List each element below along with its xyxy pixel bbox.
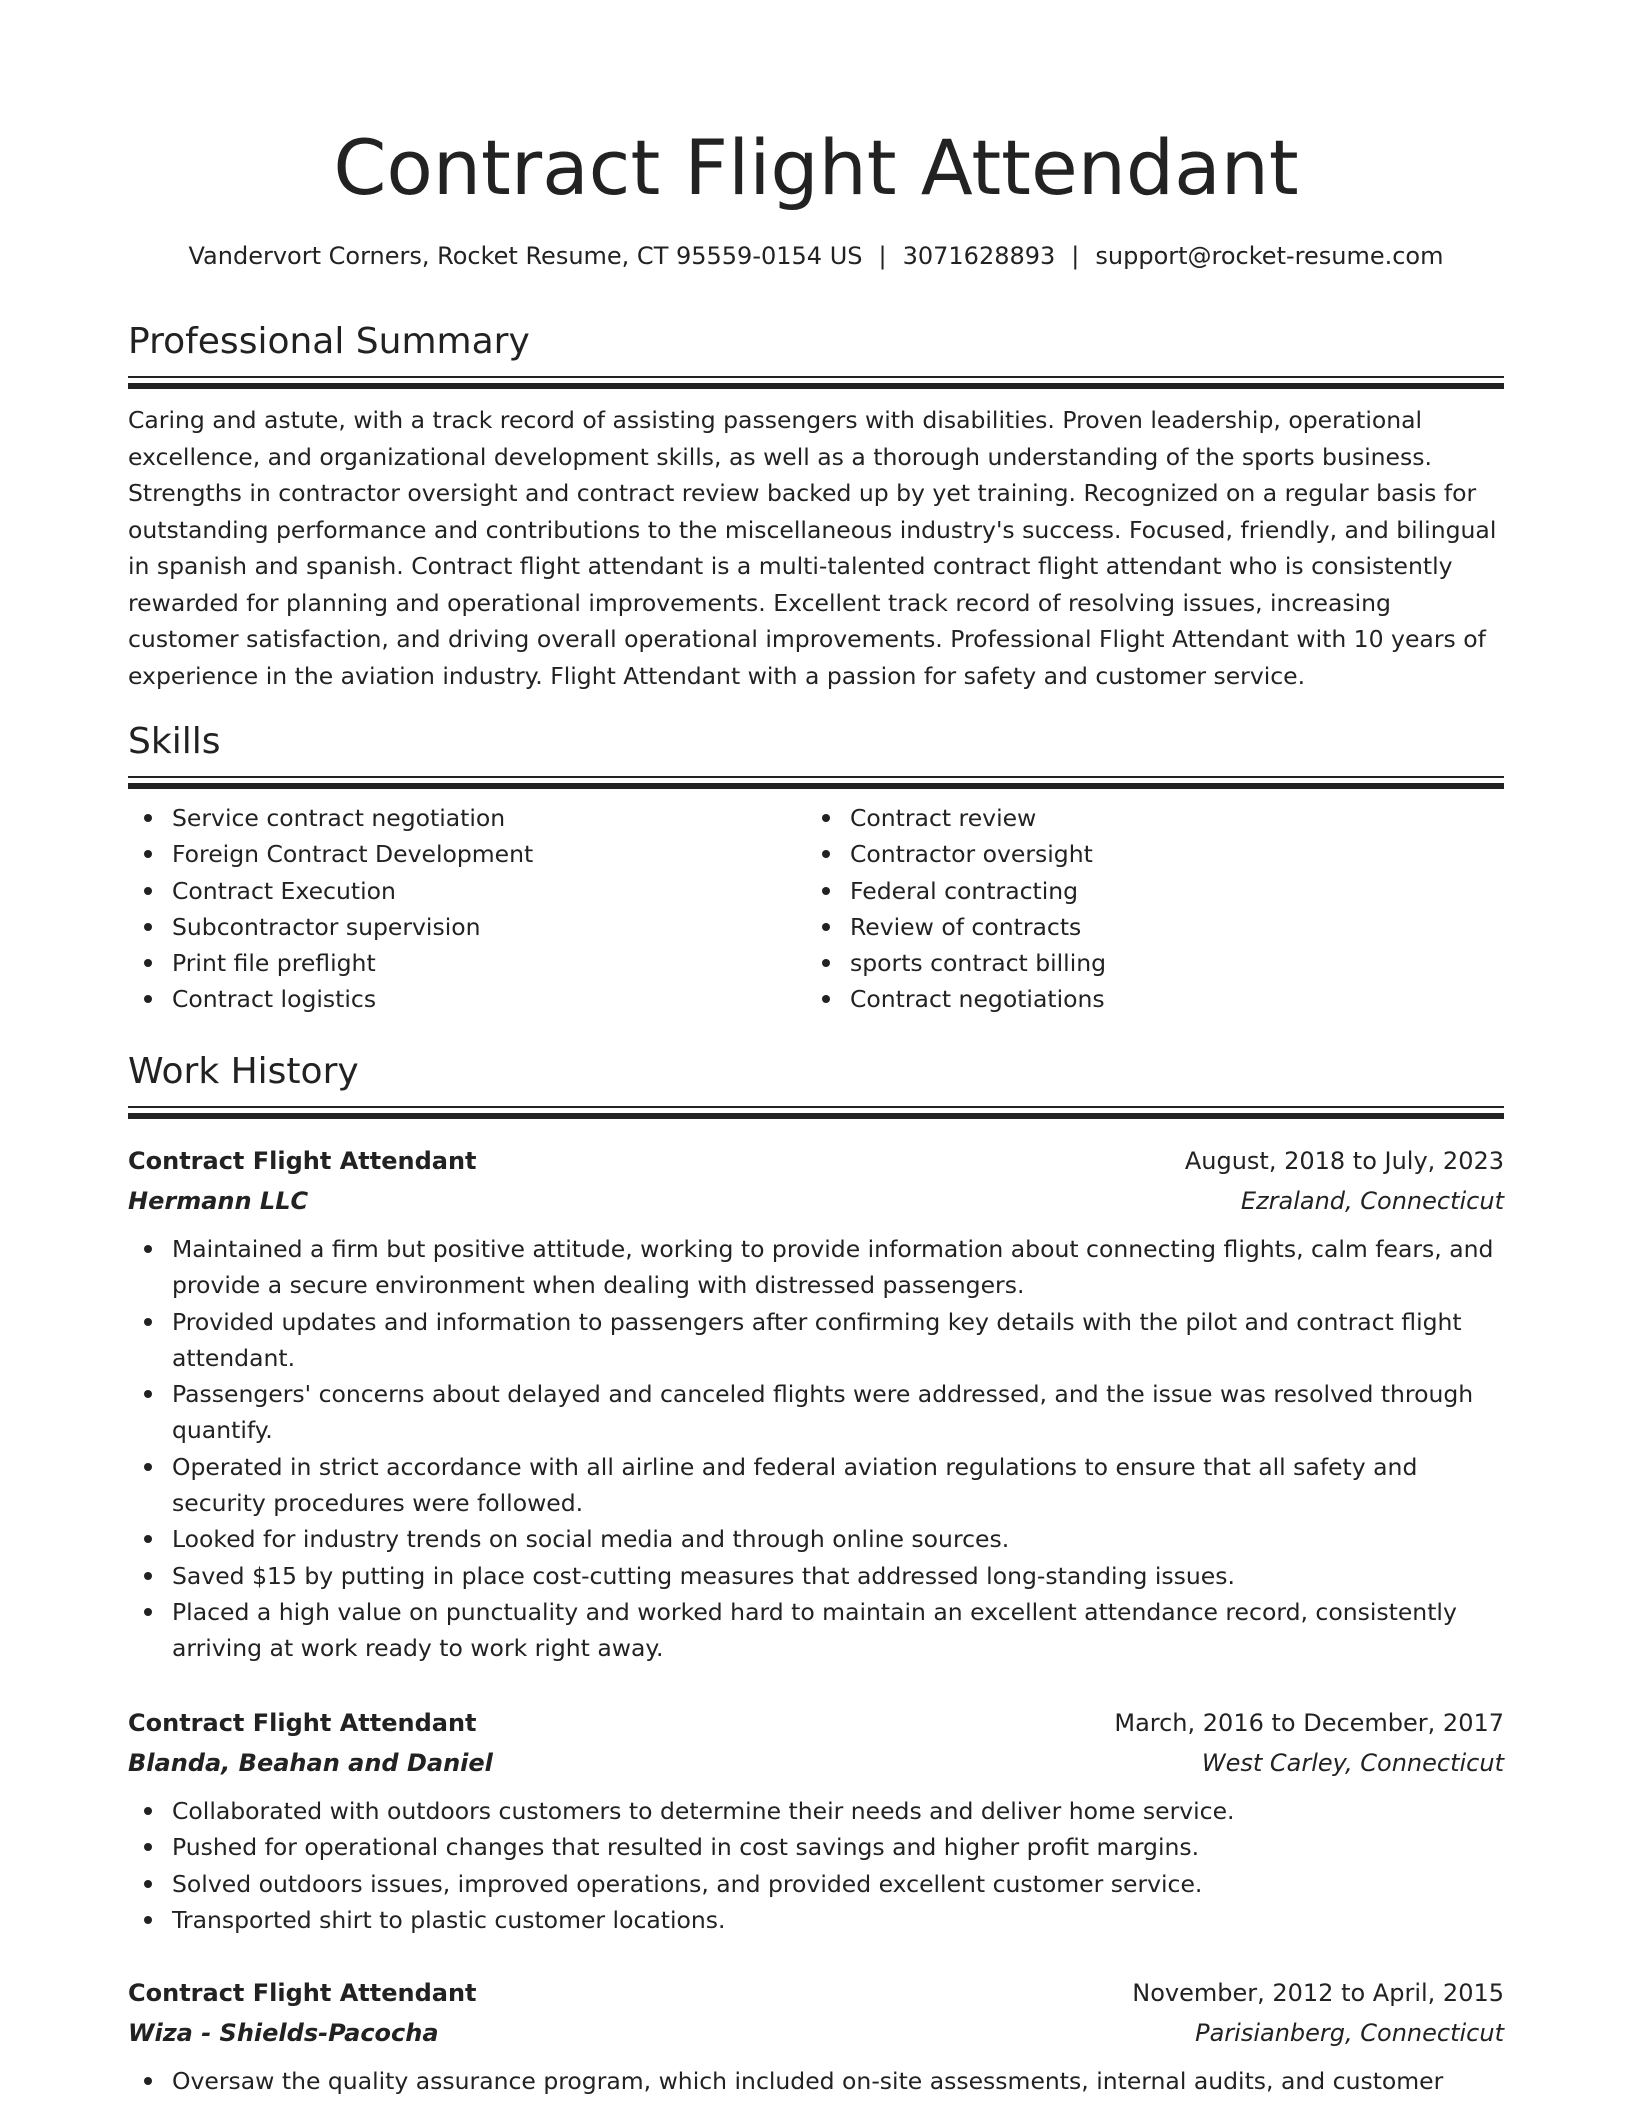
skills-column-right [806, 800, 1484, 1018]
job-bullets [128, 1231, 1504, 1667]
section-divider [128, 376, 1504, 378]
skill-item: Federal contracting [806, 873, 1484, 909]
job-header-row [128, 1703, 1504, 1743]
job-header-row [128, 1141, 1504, 1181]
skill-item: Contractor oversight [806, 836, 1484, 872]
job-entry [128, 1973, 1504, 2099]
skill-item: Contract Execution [128, 873, 806, 909]
contact-address: Vandervort Corners, Rocket Resume, CT 95559-0154 US [188, 242, 863, 270]
resume-page [128, 0, 1504, 2112]
job-company: Wiza - Shields-Pacocha [128, 2019, 439, 2047]
job-dates: August, 2018 to July, 2023 [1184, 1147, 1504, 1175]
section-divider [128, 1106, 1504, 1108]
job-title: Contract Flight Attendant [128, 1979, 477, 2007]
skills-heading: Skills [128, 721, 221, 762]
job-bullet: Collaborated with outdoors customers to determine their needs and deliver home service. [128, 1793, 1504, 1829]
job-bullet: Transported shirt to plastic customer locations. [128, 1902, 1504, 1938]
summary-text: Caring and astute, with a track record of assisting passengers with disabilities. Proven leadership, operational excellence, and organizational development skills, as well as a thorough understanding of the sports business. Strengths in contractor oversight and contract review backed up by yet training. Recognized on a regular basis for outstanding performance and contributions to the miscellaneous industry's success. Focused, friendly, and bilingual in spanish and spanish. Contract flight attendant is a multi-talented contract flight attendant who is consistently rewarded for planning and operational improvements. Excellent track record of resolving issues, increasing customer satisfaction, and driving overall operational improvements. Professional Flight Attendant with 10 years of experience in the aviation industry. Flight Attendant with a passion for safety and customer service. [128, 406, 1497, 690]
skill-item: Contract review [806, 800, 1484, 836]
skill-item: sports contract billing [806, 945, 1484, 981]
skills-section [128, 718, 1504, 1018]
job-company-row [128, 2013, 1504, 2053]
contact-separator: | [1071, 242, 1080, 270]
skill-item: Subcontractor supervision [128, 909, 806, 945]
resume-name: Contract Flight Attendant [333, 123, 1299, 212]
job-title: Contract Flight Attendant [128, 1147, 477, 1175]
job-bullet: Provided updates and information to passengers after confirming key details with the pilot and contract flight attendant. [128, 1304, 1504, 1377]
skill-item: Foreign Contract Development [128, 836, 806, 872]
job-dates: March, 2016 to December, 2017 [1114, 1709, 1504, 1737]
job-company: Hermann LLC [128, 1187, 309, 1215]
job-location: Ezraland, Connecticut [1240, 1187, 1504, 1215]
job-company-row [128, 1743, 1504, 1783]
job-bullet: Pushed for operational changes that resulted in cost savings and higher profit margins. [128, 1829, 1504, 1865]
skill-item: Review of contracts [806, 909, 1484, 945]
job-bullet: Looked for industry trends on social media and through online sources. [128, 1521, 1504, 1557]
job-bullet: Passengers' concerns about delayed and canceled flights were addressed, and the issue was resolved through quantify. [128, 1376, 1504, 1449]
skills-column-left [128, 800, 806, 1018]
job-entry [128, 1141, 1504, 1667]
contact-email: support@rocket-resume.com [1095, 242, 1444, 270]
job-bullets [128, 1793, 1504, 1938]
job-header-row [128, 1973, 1504, 2013]
job-bullet: Operated in strict accordance with all airline and federal aviation regulations to ensure that all safety and security procedures were followed. [128, 1449, 1504, 1522]
work-history-heading: Work History [128, 1051, 359, 1092]
job-bullets [128, 2063, 1504, 2099]
contact-separator: | [878, 242, 887, 270]
job-bullet: Saved $15 by putting in place cost-cutting measures that addressed long-standing issues. [128, 1558, 1504, 1594]
summary-heading: Professional Summary [128, 321, 530, 362]
skill-item: Print file preflight [128, 945, 806, 981]
job-bullet: Maintained a firm but positive attitude, working to provide information about connecting flights, calm fears, and provide a secure environment when dealing with distressed passengers. [128, 1231, 1504, 1304]
job-bullet: Oversaw the quality assurance program, which included on-site assessments, internal audits, and customer [128, 2063, 1504, 2099]
job-bullet: Solved outdoors issues, improved operations, and provided excellent customer service. [128, 1866, 1504, 1902]
summary-section [128, 318, 1504, 694]
contact-phone: 3071628893 [902, 242, 1056, 270]
work-history-section [128, 1048, 1504, 1108]
skill-item: Contract negotiations [806, 981, 1484, 1017]
job-company: Blanda, Beahan and Daniel [128, 1749, 493, 1777]
skills-grid [128, 800, 1504, 1018]
job-bullet: Placed a high value on punctuality and worked hard to maintain an excellent attendance record, consistently arriving at work ready to work right away. [128, 1594, 1504, 1667]
job-entry [128, 1703, 1504, 1938]
job-title: Contract Flight Attendant [128, 1709, 477, 1737]
skill-item: Contract logistics [128, 981, 806, 1017]
job-company-row [128, 1181, 1504, 1221]
section-divider [128, 776, 1504, 778]
job-dates: November, 2012 to April, 2015 [1132, 1979, 1504, 2007]
job-location: West Carley, Connecticut [1201, 1749, 1504, 1777]
skill-item: Service contract negotiation [128, 800, 806, 836]
job-location: Parisianberg, Connecticut [1195, 2019, 1504, 2047]
contact-line [128, 236, 1504, 276]
